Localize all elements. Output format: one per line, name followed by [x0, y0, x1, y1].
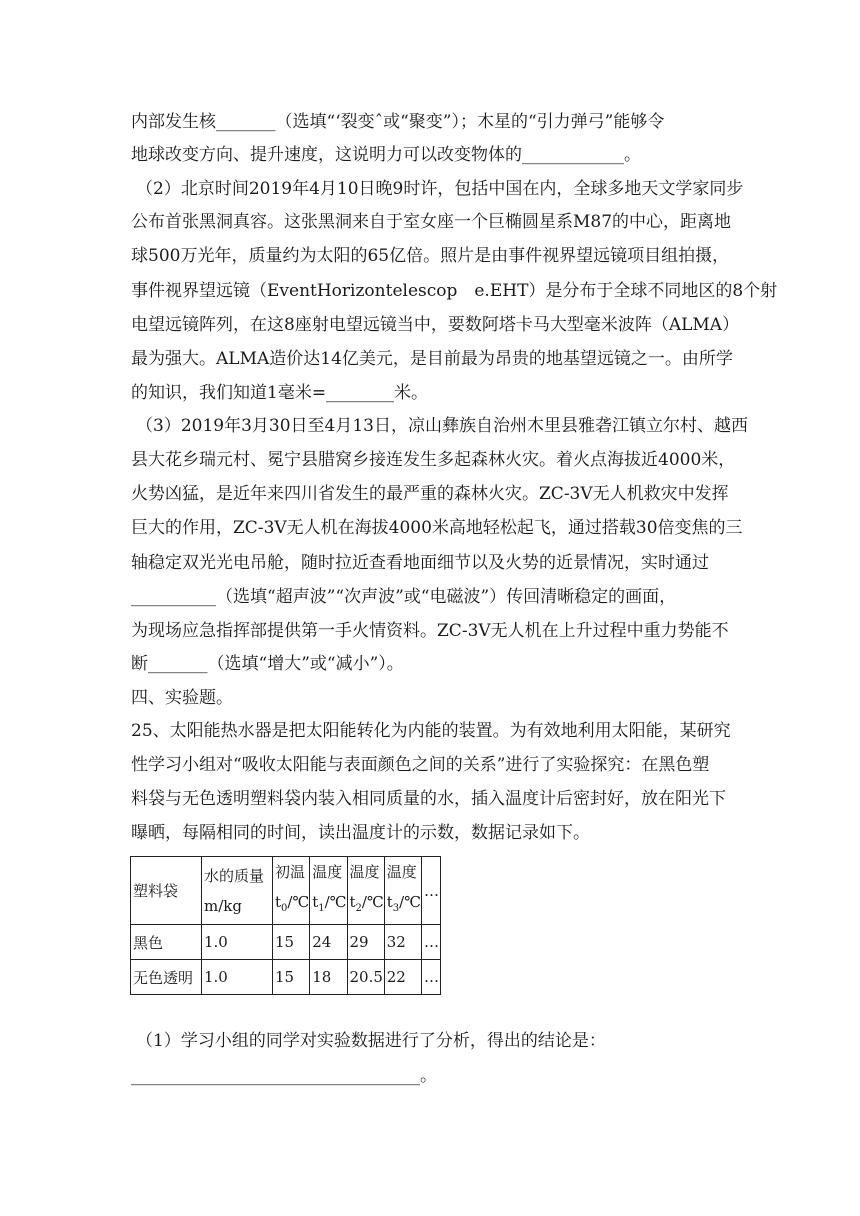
table-cell: 29 — [347, 925, 384, 960]
text-line: 地球改变方向、提升速度，这说明力可以改变物体的____________。 — [131, 145, 641, 165]
table-cell: 无色透明 — [131, 960, 202, 995]
text-line: 断_______（选填“增大”或“减小”）。 — [131, 654, 404, 674]
table-cell: 1.0 — [202, 925, 273, 960]
text-line: 性学习小组对“吸收太阳能与表面颜色之间的关系”进行了实验探究：在黑色塑 — [131, 755, 710, 775]
text-line: 曝晒，每隔相同的时间，读出温度计的示数，数据记录如下。 — [131, 823, 590, 843]
text-line: 巨大的作用，ZC-3V无人机在海拔4000米高地轻松起飞，通过搭载30倍变焦的三 — [131, 518, 743, 538]
text-line: 公布首张黑洞真容。这张黑洞来自于室女座一个巨椭圆星系M87的中心，距离地 — [131, 212, 732, 232]
table-header-row — [131, 857, 441, 925]
table-row — [131, 960, 441, 995]
data-table — [130, 856, 441, 995]
text-line: 球500万光年，质量约为太阳的65亿倍。照片是由事件视界望远镜项目组拍摄， — [131, 246, 730, 266]
table-cell: … — [422, 925, 441, 960]
table-header-cell: 温度 $t_3/℃$ — [384, 857, 421, 925]
answer-blank: __________________________________。 — [131, 1066, 437, 1086]
table-cell: 15 — [273, 960, 310, 995]
text-line: （3）2019年3月30日至4月13日，凉山彝族自治州木里县雅砻江镇立尔村、越西 — [136, 416, 748, 436]
text-line: 电望远镜阵列，在这8座射电望远镜当中，要数阿塔卡马大型毫米波阵（ALMA） — [131, 315, 740, 335]
table-header-cell: 水的质量 m/kg — [202, 857, 273, 925]
table-cell: 15 — [273, 925, 310, 960]
table-header-cell: 温度 $t_2/℃$ — [347, 857, 384, 925]
text-line: 轴稳定双光光电吊舱，随时拉近查看地面细节以及火势的近景情况，实时通过 — [131, 553, 709, 573]
table-cell: 1.0 — [202, 960, 273, 995]
text-line: __________（选填“超声波”“次声波”或“电磁波”）传回清晰稳定的画面， — [131, 587, 677, 607]
text-line: 事件视界望远镜（EventHorizontelescop e.EHT）是分布于全球不同地区的8个射 — [131, 281, 778, 301]
table-cell: 24 — [310, 925, 347, 960]
section-heading: 四、实验题。 — [131, 688, 233, 708]
table-header-cell: 温度 $t_1/℃$ — [310, 857, 347, 925]
text-line: 火势凶猛，是近年来四川省发生的最严重的森林火灾。ZC-3V无人机救灾中发挥 — [131, 484, 729, 504]
text-line: 县大花乡瑞元村、冕宁县腊窝乡接连发生多起森林火灾。着火点海拔近4000米， — [131, 450, 736, 470]
text-line: 为现场应急指挥部提供第一手火情资料。ZC-3V无人机在上升过程中重力势能不 — [131, 621, 729, 641]
table-cell: 32 — [384, 925, 421, 960]
table-cell: 黑色 — [131, 925, 202, 960]
text-line: 料袋与无色透明塑料袋内装入相同质量的水，插入温度计后密封好，放在阳光下 — [131, 789, 726, 809]
table-cell: 20.5 — [347, 960, 384, 995]
table-row — [131, 925, 441, 960]
text-line: 内部发生核_______（选填“‘裂变ˆ或“聚变”）；木星的“引力弹弓”能够令 — [131, 112, 665, 132]
text-line: （1）学习小组的同学对实验数据进行了分析，得出的结论是： — [136, 1031, 606, 1051]
table-cell: … — [422, 960, 441, 995]
table-header-cell: … — [422, 857, 441, 925]
table-cell: 22 — [384, 960, 421, 995]
table-header-cell: 初温 $t_0/℃$ — [273, 857, 310, 925]
text-line: 25、太阳能热水器是把太阳能转化为内能的装置。为有效地利用太阳能，某研究 — [131, 721, 731, 741]
table-cell: 18 — [310, 960, 347, 995]
table-header-cell: 塑料袋 — [131, 857, 202, 925]
text-line: 的知识，我们知道1毫米=________米。 — [131, 383, 429, 403]
text-line: 最为强大。ALMA造价达14亿美元，是目前最为昂贵的地基望远镜之一。由所学 — [131, 349, 733, 369]
text-line: （2）北京时间2019年4月10日晚9时许，包括中国在内，全球多地天文学家同步 — [136, 179, 744, 199]
